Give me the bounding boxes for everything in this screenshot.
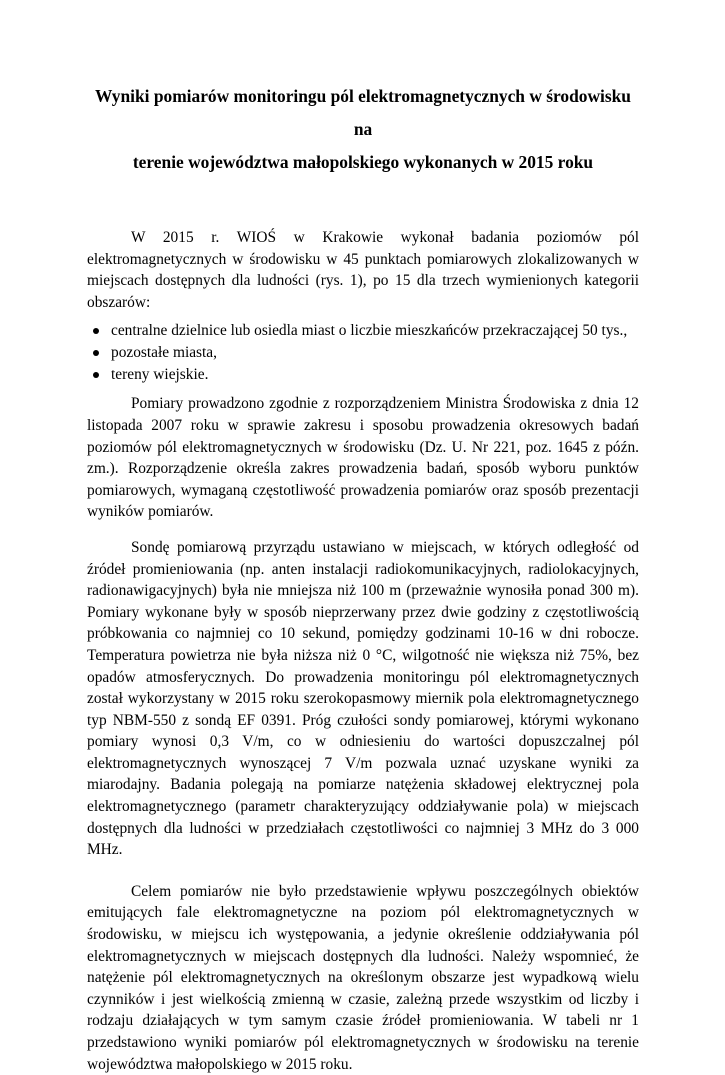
list-item-text: pozostałe miasta, xyxy=(111,344,217,362)
bullet-icon xyxy=(93,372,99,378)
title-line-2: terenie województwa małopolskiego wykonanych w 2015 roku xyxy=(132,152,594,172)
paragraph-intro: W 2015 r. WIOŚ w Krakowie wykonał badania poziomów pól elektromagnetycznych w środowisku w 45 punktach pomiarowych zlokalizowanych w miejscach dostępnych dla ludności (rys. 1), po 15 dla trzech wymienionych kategorii obszarów: xyxy=(87,229,639,311)
document-page xyxy=(87,80,639,1075)
area-category-list xyxy=(87,320,639,386)
list-item-text: tereny wiejskie. xyxy=(111,366,209,384)
bullet-icon xyxy=(93,328,99,334)
paragraph-regulation: Pomiary prowadzono zgodnie z rozporządzeniem Ministra Środowiska z dnia 12 listopada 2007 roku w sprawie zakresu i sposobu prowadzenia okresowych badań poziomów pól elektromagnetycznych w środowisku (Dz. U. Nr 221, poz. 1645 z późn. zm.). Rozporządzenie określa zakres prowadzenia badań, sposób wyboru punktów pomiarowych, wymaganą częstotliwość prowadzenia pomiarów oraz sposób prezentacji wyników pomiarów. xyxy=(87,395,639,521)
paragraph-purpose: Celem pomiarów nie było przedstawienie wpływu poszczególnych obiektów emitujących fale elektromagnetyczne na poziom pól elektromagnetycznych w środowisku, w miejscu ich występowania, a jedynie określenie oddziaływania pól elektromagnetycznych w miejscach dostępnych dla ludności. Należy wspomnieć, że natężenie pól elektromagnetycznych na określonym obszarze jest wypadkową wielu czynników i jest wielkością zmienną w czasie, zależną przede wszystkim od liczby i rodzaju działających w tym samym czasie źródeł promieniowania. W tabeli nr 1 przedstawiono wyniki pomiarów pól elektromagnetycznych w środowisku na terenie województwa małopolskiego w 2015 roku. xyxy=(87,882,639,1073)
title-line-1: Wyniki pomiarów monitoringu pól elektromagnetycznych w środowisku na xyxy=(95,86,631,139)
document-title xyxy=(87,80,639,179)
list-item-text: centralne dzielnice lub osiedla miast o liczbie mieszkańców przekraczającej 50 tys., xyxy=(111,322,628,340)
paragraph-methodology: Sondę pomiarową przyrządu ustawiano w miejscach, w których odległość od źródeł promieniowania (np. anten instalacji radiokomunikacyjnych, radiolokacyjnych, radionawigacyjnych) była nie mniejsza niż 100 m (przeważnie wynosiła ponad 300 m). Pomiary wykonane były w sposób nieprzerwany przez dwie godziny z częstotliwością próbkowania co najmniej co 10 sekund, pomiędzy godzinami 10-16 w dni robocze. Temperatura powietrza nie była niższa niż 0 °C, wilgotność nie większa niż 75%, bez opadów atmosferycznych. Do prowadzenia monitoringu pól elektromagnetycznych został wykorzystany w 2015 roku szerokopasmowy miernik pola elektromagnetycznego typ NBM-550 z sondą EF 0391. Próg czułości sondy pomiarowej, którymi wykonano pomiary wynosi 0,3 V/m, co w odniesieniu do wartości dopuszczalnej pól elektromagnetycznych wynoszącej 7 V/m pozwala uznać uzyskane wyniki za miarodajny. Badania polegają na pomiarze natężenia składowej elektrycznej pola elektromagnetycznego (parametr charakteryzujący oddziaływanie pola) w miejscach dostępnych dla ludności w przedziałach częstotliwości co najmniej 3 MHz do 3 000 MHz. xyxy=(87,538,639,859)
bullet-icon xyxy=(93,350,99,356)
list-item xyxy=(87,342,639,364)
list-item xyxy=(87,364,639,386)
list-item xyxy=(87,320,639,342)
